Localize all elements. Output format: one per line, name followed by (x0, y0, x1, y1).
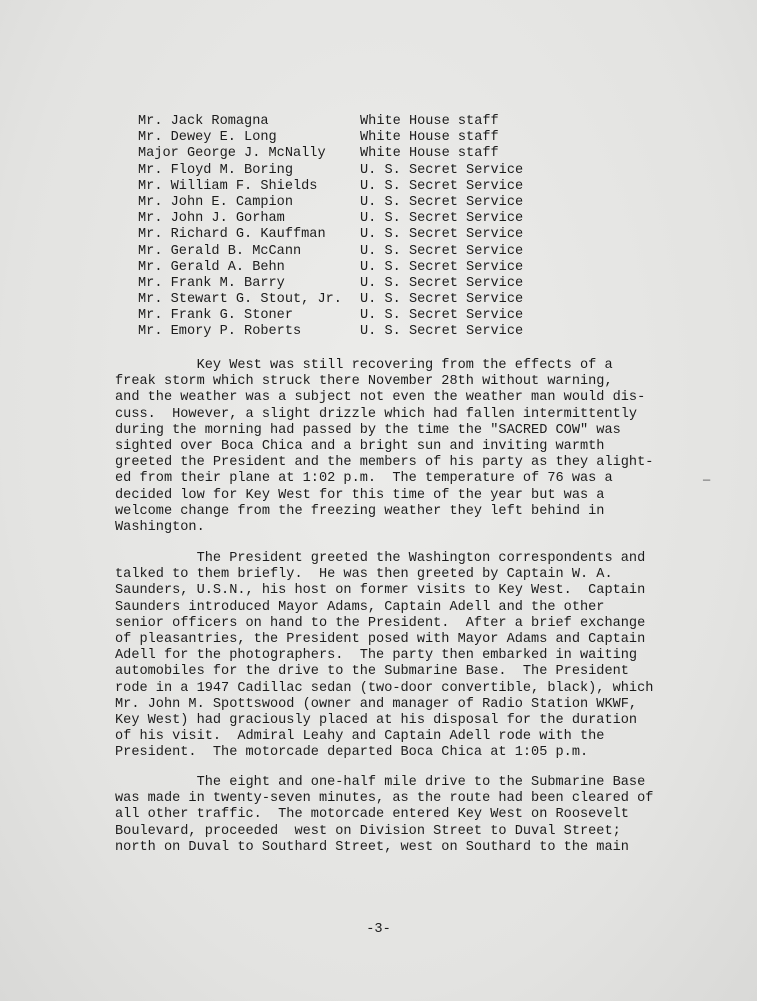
roster-role: White House staff (360, 146, 499, 162)
roster-role: U. S. Secret Service (360, 194, 524, 210)
page-number: -3- (366, 922, 391, 937)
roster-row (138, 146, 558, 162)
paragraph-motorcade: The eight and one-half mile drive to the Submarine Base was made in twenty-seven minutes, as the route had been cleared of all other traffic. The motorcade entered Key West on Roosevelt Boulevard, proceeded west on Division Street to Duval Street; north on Duval to Southard Street, west on Southard to the main (115, 775, 654, 855)
roster-role: U. S. Secret Service (360, 259, 524, 275)
roster-role: U. S. Secret Service (360, 275, 524, 291)
roster-name: Mr. Dewey E. Long (138, 130, 277, 146)
paragraph-arrival: Key West was still recovering from the effects of a freak storm which struck there November 28th without warning, and the weather was a subject not even the weather man would dis- cuss. However, a slight drizzle which had fallen intermittently during the morning had passed by the time the "SACRED COW" was sighted over Boca Chica and a bright sun and inviting warmth greeted the President and the members of his party as they alight- ed from their plane at 1:02 p.m. The temperature of 76 was a decided low for Key West for this time of the year but was a welcome change from the freezing weather they left behind in Washington. (115, 358, 654, 536)
roster-role: White House staff (360, 130, 499, 146)
roster-role: U. S. Secret Service (360, 324, 524, 340)
roster-name: Mr. William F. Shields (138, 178, 318, 194)
roster-row (138, 260, 558, 276)
roster-row (138, 292, 558, 308)
roster-row (138, 179, 558, 195)
roster-name: Mr. Frank M. Barry (138, 275, 285, 291)
roster-role: White House staff (360, 114, 499, 129)
paragraph-greeting: The President greeted the Washington correspondents and talked to them briefly. He was then greeted by Captain W. A. Saunders, U.S.N., his host on former visits to Key West. Captain Saunders introduced Mayor Adams, Captain Adell and the other senior officers on hand to the President. After a brief exchange of pleasantries, the President posed with Mayor Adams and Captain Adell for the photographers. The party then embarked in waiting automobiles for the drive to the Submarine Base. The President rode in a 1947 Cadillac sedan (two-door convertible, black), which Mr. John M. Spottswood (owner and manager of Radio Station WKWF, Key West) had graciously placed at his disposal for the duration of his visit. Admiral Leahy and Captain Adell rode with the President. The motorcade departed Boca Chica at 1:05 p.m. (115, 551, 654, 761)
roster-name: Mr. Jack Romagna (138, 114, 269, 129)
roster-name: Mr. Gerald B. McCann (138, 243, 302, 259)
roster-name: Mr. Richard G. Kauffman (138, 227, 326, 243)
roster-name: Mr. John J. Gorham (138, 211, 285, 227)
roster-name: Major George J. McNally (138, 146, 326, 162)
roster-name: Mr. John E. Campion (138, 194, 293, 210)
roster-row (138, 114, 558, 130)
roster-role: U. S. Secret Service (360, 211, 524, 227)
roster-name: Mr. Floyd M. Boring (138, 162, 293, 178)
roster-row (138, 276, 558, 292)
roster-role: U. S. Secret Service (360, 292, 524, 308)
roster-row (138, 163, 558, 179)
roster-role: U. S. Secret Service (360, 178, 524, 194)
roster-role: U. S. Secret Service (360, 162, 524, 178)
roster-row (138, 308, 558, 324)
roster-name: Mr. Stewart G. Stout, Jr. (138, 292, 342, 308)
roster-name: Mr. Frank G. Stoner (138, 308, 293, 324)
roster-role: U. S. Secret Service (360, 308, 524, 324)
roster-row (138, 130, 558, 146)
roster-row (138, 211, 558, 227)
party-roster (138, 114, 558, 341)
roster-row (138, 195, 558, 211)
margin-mark: — (703, 473, 711, 487)
roster-row (138, 324, 558, 340)
roster-role: U. S. Secret Service (360, 243, 524, 259)
roster-row (138, 227, 558, 243)
roster-name: Mr. Gerald A. Behn (138, 259, 285, 275)
roster-name: Mr. Emory P. Roberts (138, 324, 302, 340)
roster-row (138, 244, 558, 260)
roster-role: U. S. Secret Service (360, 227, 524, 243)
